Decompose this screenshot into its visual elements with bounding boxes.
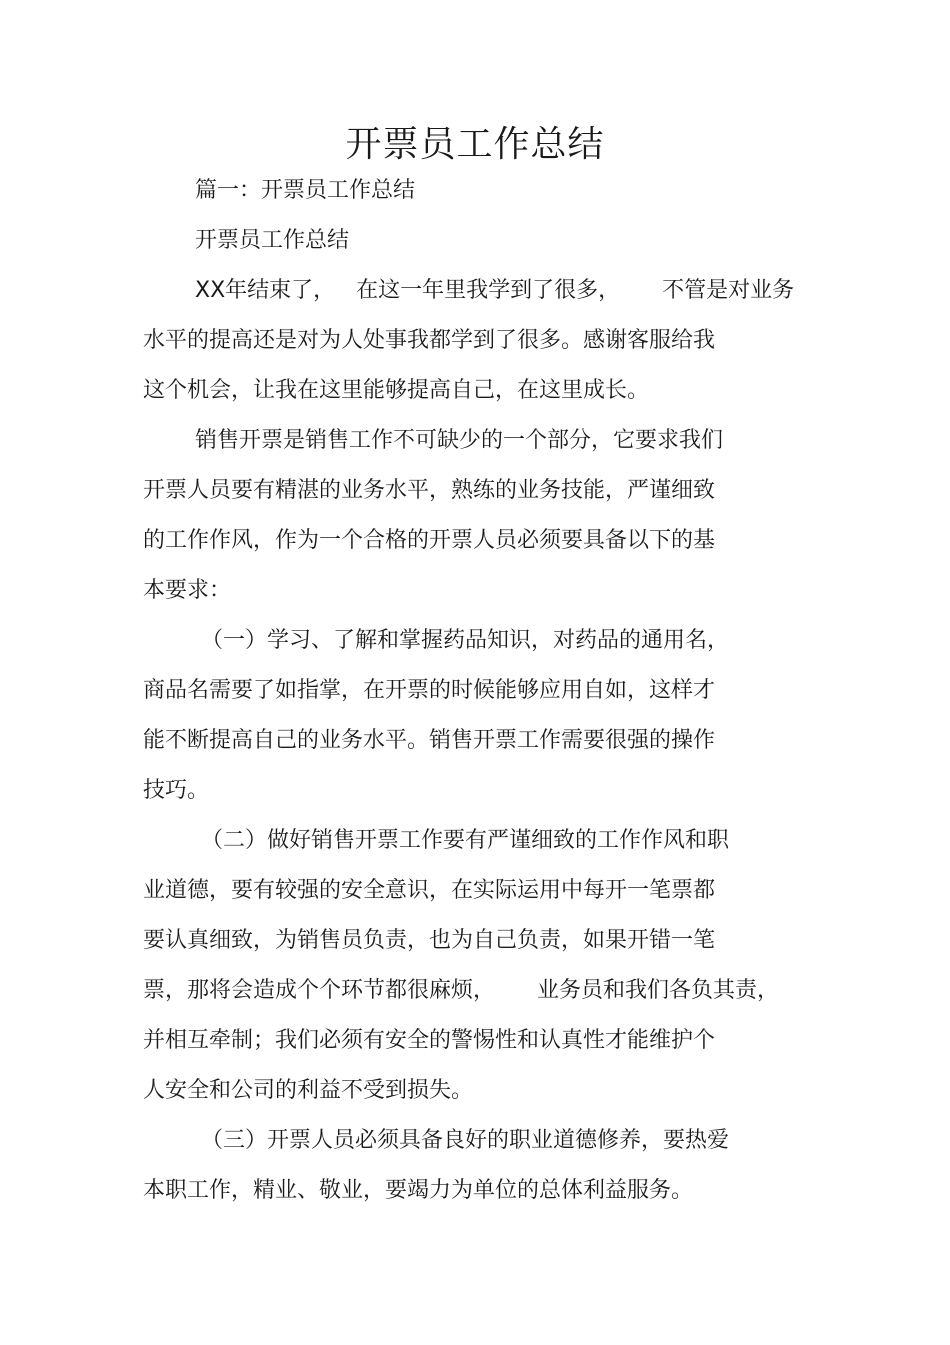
paragraph-line: 商品名需要了如指掌，在开票的时候能够应用自如，这样才 xyxy=(143,678,716,703)
paragraph-line: 本要求： xyxy=(143,578,232,603)
paragraph-line: 这个机会，让我在这里能够提高自己，在这里成长。 xyxy=(143,378,650,403)
paragraph-line: 要认真细致，为销售员负责，也为自己负责，如果开错一笔 xyxy=(143,928,716,953)
paragraph-line: 本职工作，精业、敬业，要竭力为单位的总体利益服务。 xyxy=(143,1178,694,1203)
paragraph-line: XX年结束了， 在这一年里我学到了很多， 不管是对业务 xyxy=(195,278,795,303)
list-item-line: （二）做好销售开票工作要有严谨细致的工作作风和职 xyxy=(201,828,730,853)
paragraph-line: 水平的提高还是对为人处事我都学到了很多。感谢客服给我 xyxy=(143,328,716,353)
paragraph-line: 业道德，要有较强的安全意识，在实际运用中每开一笔票都 xyxy=(143,878,716,903)
paragraph-line: 并相互牵制；我们必须有安全的警惕性和认真性才能维护个 xyxy=(143,1028,716,1053)
paragraph-line: 销售开票是销售工作不可缺少的一个部分，它要求我们 xyxy=(195,428,724,453)
subtitle-line: 开票员工作总结 xyxy=(195,228,350,253)
paragraph-line: 技巧。 xyxy=(143,778,210,803)
paragraph-line: 票，那将会造成个个环节都很麻烦， 业务员和我们各负其责， xyxy=(143,978,779,1003)
paragraph-line: 能不断提高自己的业务水平。销售开票工作需要很强的操作 xyxy=(143,728,716,753)
paragraph-line: 的工作作风，作为一个合格的开票人员必须要具备以下的基 xyxy=(143,528,716,553)
paragraph-line: 人安全和公司的利益不受到损失。 xyxy=(143,1078,474,1103)
paragraph-line: 开票人员要有精湛的业务水平，熟练的业务技能，严谨细致 xyxy=(143,478,716,503)
document-title: 开票员工作总结 xyxy=(345,124,605,165)
section-heading: 篇一：开票员工作总结 xyxy=(195,178,416,203)
list-item-line: （三）开票人员必须具备良好的职业道德修养，要热爱 xyxy=(201,1128,730,1153)
list-item-line: （一）学习、了解和掌握药品知识，对药品的通用名， xyxy=(201,628,730,653)
